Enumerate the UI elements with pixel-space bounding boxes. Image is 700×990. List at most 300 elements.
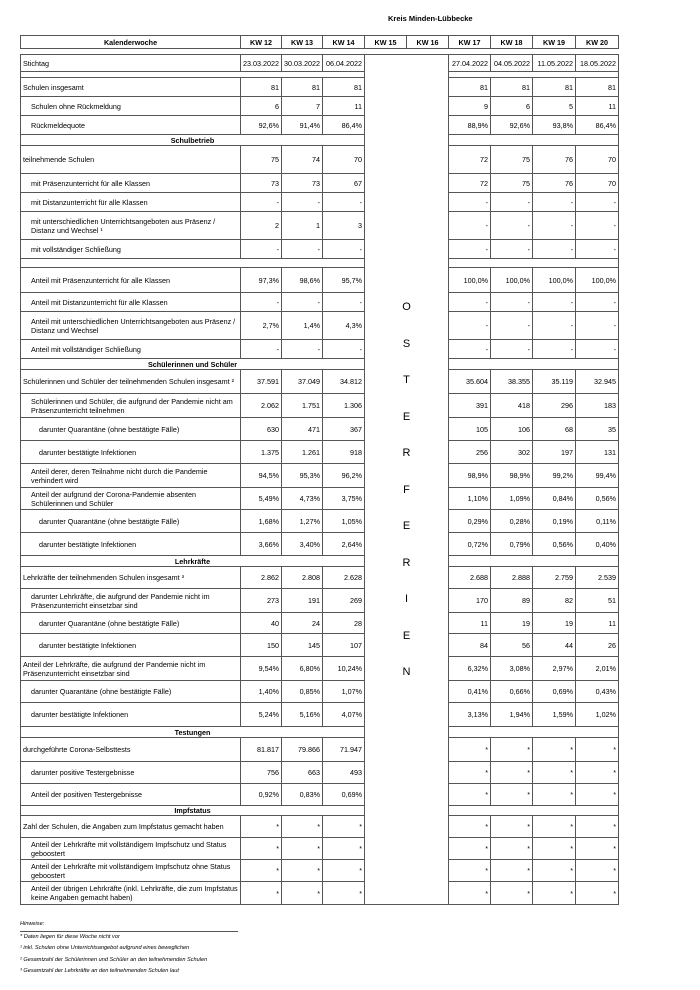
value-cell: 145 — [282, 634, 323, 657]
value-cell: 70 — [576, 174, 619, 193]
row-label: Schülerinnen und Schüler der teilnehmenden Schulen insgesamt ² — [21, 370, 241, 394]
value-cell: 9,54% — [241, 657, 282, 681]
table-row — [21, 78, 619, 97]
value-cell: 06.04.2022 — [323, 55, 365, 72]
value-cell: 2.628 — [323, 567, 365, 589]
value-cell: 0,84% — [533, 488, 576, 510]
value-cell: 367 — [323, 418, 365, 441]
value-cell: 6 — [491, 97, 533, 116]
row-label: mit Distanzunterricht für alle Klassen — [21, 193, 241, 212]
value-cell: 296 — [533, 394, 576, 418]
osterferien-column — [365, 55, 449, 905]
table-row — [21, 657, 619, 681]
table-row — [21, 340, 619, 359]
value-cell: 5,24% — [241, 703, 282, 727]
value-cell: * — [533, 816, 576, 838]
value-cell: - — [491, 293, 533, 312]
value-cell: * — [241, 882, 282, 905]
value-cell: 44 — [533, 634, 576, 657]
gap-cell — [449, 259, 619, 268]
notes-title: Hinweise: — [20, 921, 45, 927]
header-kw16: KW 16 — [407, 36, 449, 49]
value-cell: 72 — [449, 174, 491, 193]
value-cell: 70 — [576, 146, 619, 174]
value-cell: 88,9% — [449, 116, 491, 135]
ferien-letter: E — [402, 410, 411, 423]
value-cell: - — [282, 240, 323, 259]
value-cell: 2.688 — [449, 567, 491, 589]
row-label: Anteil mit Distanzunterricht für alle Klassen — [21, 293, 241, 312]
value-cell: * — [449, 882, 491, 905]
value-cell: 1,07% — [323, 681, 365, 703]
value-cell: 76 — [533, 174, 576, 193]
value-cell: 391 — [449, 394, 491, 418]
footnotes — [20, 919, 238, 978]
value-cell: 630 — [241, 418, 282, 441]
value-cell: - — [241, 340, 282, 359]
table-row — [21, 488, 619, 510]
value-cell: 150 — [241, 634, 282, 657]
value-cell: 68 — [533, 418, 576, 441]
header-kw15: KW 15 — [365, 36, 407, 49]
value-cell: 4,07% — [323, 703, 365, 727]
value-cell: 191 — [282, 589, 323, 613]
row-label: Zahl der Schulen, die Angaben zum Impfstatus gemacht haben — [21, 816, 241, 838]
value-cell: * — [491, 738, 533, 762]
value-cell: 30.03.2022 — [282, 55, 323, 72]
value-cell: 99,4% — [576, 464, 619, 488]
section-row — [21, 806, 619, 816]
value-cell: 4,73% — [282, 488, 323, 510]
value-cell: 0,11% — [576, 510, 619, 533]
value-cell: * — [449, 816, 491, 838]
value-cell: 98,9% — [491, 464, 533, 488]
table-row — [21, 613, 619, 634]
ferien-letter: T — [403, 374, 410, 386]
value-cell: - — [576, 340, 619, 359]
value-cell: - — [282, 193, 323, 212]
value-cell: * — [533, 784, 576, 806]
value-cell: 3 — [323, 212, 365, 240]
value-cell: 2.759 — [533, 567, 576, 589]
value-cell: - — [323, 193, 365, 212]
value-cell: 471 — [282, 418, 323, 441]
table-row — [21, 882, 619, 905]
table-row — [21, 394, 619, 418]
value-cell: 56 — [491, 634, 533, 657]
value-cell: * — [533, 762, 576, 784]
value-cell: 81 — [576, 78, 619, 97]
section-row — [21, 135, 619, 146]
value-cell: 3,40% — [282, 533, 323, 556]
row-label: darunter Quarantäne (ohne bestätigte Fälle) — [21, 681, 241, 703]
value-cell: - — [241, 193, 282, 212]
row-label: Anteil der Lehrkräfte mit vollständigem Impfschutz und Status geboostert — [21, 838, 241, 860]
value-cell: 1,94% — [491, 703, 533, 727]
value-cell: 97,3% — [241, 268, 282, 293]
value-cell: 81 — [449, 78, 491, 97]
table-row — [21, 293, 619, 312]
value-cell: * — [449, 762, 491, 784]
value-cell: - — [576, 193, 619, 212]
table-row — [21, 784, 619, 806]
table-row — [21, 589, 619, 613]
value-cell: 0,83% — [282, 784, 323, 806]
value-cell: * — [323, 860, 365, 882]
gap-row — [21, 259, 619, 268]
section-fill — [449, 806, 619, 816]
value-cell: 2,64% — [323, 533, 365, 556]
value-cell: - — [241, 240, 282, 259]
value-cell: 93,8% — [533, 116, 576, 135]
row-label: darunter Quarantäne (ohne bestätigte Fälle) — [21, 418, 241, 441]
value-cell: 0,29% — [449, 510, 491, 533]
value-cell: 98,9% — [449, 464, 491, 488]
value-cell: - — [449, 193, 491, 212]
value-cell: 2 — [241, 212, 282, 240]
header-kw14: KW 14 — [323, 36, 365, 49]
value-cell: * — [491, 762, 533, 784]
ferien-letter: R — [402, 556, 411, 569]
value-cell: * — [323, 838, 365, 860]
section-row — [21, 556, 619, 567]
value-cell: * — [576, 838, 619, 860]
value-cell: 19 — [533, 613, 576, 634]
value-cell: 756 — [241, 762, 282, 784]
value-cell: 107 — [323, 634, 365, 657]
row-label: durchgeführte Corona-Selbsttests — [21, 738, 241, 762]
table-row — [21, 146, 619, 174]
value-cell: - — [576, 212, 619, 240]
value-cell: * — [533, 838, 576, 860]
value-cell: 95,7% — [323, 268, 365, 293]
value-cell: - — [241, 293, 282, 312]
value-cell: 1,10% — [449, 488, 491, 510]
value-cell: 81 — [323, 78, 365, 97]
value-cell: 6,32% — [449, 657, 491, 681]
value-cell: 2,7% — [241, 312, 282, 340]
value-cell: - — [323, 340, 365, 359]
value-cell: 5,16% — [282, 703, 323, 727]
value-cell: 38.355 — [491, 370, 533, 394]
value-cell: 11.05.2022 — [533, 55, 576, 72]
value-cell: 67 — [323, 174, 365, 193]
value-cell: 1,4% — [282, 312, 323, 340]
section-heading: Impfstatus — [21, 806, 365, 816]
table-row — [21, 703, 619, 727]
value-cell: - — [491, 212, 533, 240]
value-cell: - — [491, 193, 533, 212]
value-cell: 26 — [576, 634, 619, 657]
row-label: darunter Quarantäne (ohne bestätigte Fälle) — [21, 510, 241, 533]
table-row — [21, 533, 619, 556]
row-label: mit Präsenzunterricht für alle Klassen — [21, 174, 241, 193]
table-row — [21, 212, 619, 240]
value-cell: 918 — [323, 441, 365, 464]
value-cell: 74 — [282, 146, 323, 174]
value-cell: - — [282, 293, 323, 312]
ferien-letter: R — [402, 447, 411, 459]
value-cell: 1,05% — [323, 510, 365, 533]
value-cell: 23.03.2022 — [241, 55, 282, 72]
value-cell: 2.808 — [282, 567, 323, 589]
value-cell: 183 — [576, 394, 619, 418]
value-cell: 70 — [323, 146, 365, 174]
value-cell: * — [491, 882, 533, 905]
table-row — [21, 860, 619, 882]
value-cell: 1,68% — [241, 510, 282, 533]
value-cell: - — [533, 340, 576, 359]
value-cell: 2.862 — [241, 567, 282, 589]
value-cell: 1,40% — [241, 681, 282, 703]
value-cell: 6,80% — [282, 657, 323, 681]
header-label: Kalenderwoche — [21, 36, 241, 49]
value-cell: - — [576, 312, 619, 340]
value-cell: 86,4% — [323, 116, 365, 135]
value-cell: 79.866 — [282, 738, 323, 762]
value-cell: * — [491, 838, 533, 860]
value-cell: 3,08% — [491, 657, 533, 681]
section-fill — [449, 727, 619, 738]
section-fill — [449, 556, 619, 567]
value-cell: * — [241, 838, 282, 860]
value-cell: 27.04.2022 — [449, 55, 491, 72]
value-cell: - — [533, 240, 576, 259]
value-cell: 92,6% — [241, 116, 282, 135]
value-cell: 2.062 — [241, 394, 282, 418]
value-cell: 75 — [491, 174, 533, 193]
value-cell: 0,69% — [533, 681, 576, 703]
value-cell: 81 — [533, 78, 576, 97]
row-label: Rückmeldequote — [21, 116, 241, 135]
table-row — [21, 762, 619, 784]
value-cell: 269 — [323, 589, 365, 613]
ferien-letter: F — [403, 483, 410, 496]
row-label: Anteil mit Präsenzunterricht für alle Klassen — [21, 268, 241, 293]
table-row — [21, 193, 619, 212]
gap-cell — [21, 259, 365, 268]
value-cell: 72 — [449, 146, 491, 174]
value-cell: 76 — [533, 146, 576, 174]
section-heading: Testungen — [21, 727, 365, 738]
value-cell: 71.947 — [323, 738, 365, 762]
value-cell: 51 — [576, 589, 619, 613]
value-cell: 100,0% — [576, 268, 619, 293]
row-label: Anteil mit vollständiger Schließung — [21, 340, 241, 359]
value-cell: 0,79% — [491, 533, 533, 556]
table-row — [21, 738, 619, 762]
value-cell: 3,13% — [449, 703, 491, 727]
value-cell: 99,2% — [533, 464, 576, 488]
value-cell: * — [282, 860, 323, 882]
value-cell: 34.812 — [323, 370, 365, 394]
value-cell: 81 — [491, 78, 533, 97]
value-cell: 11 — [323, 97, 365, 116]
value-cell: 91,4% — [282, 116, 323, 135]
value-cell: 18.05.2022 — [576, 55, 619, 72]
value-cell: 32.945 — [576, 370, 619, 394]
value-cell: 11 — [449, 613, 491, 634]
table-row — [21, 464, 619, 488]
ferien-letter: E — [402, 520, 411, 532]
value-cell: * — [533, 882, 576, 905]
value-cell: - — [449, 212, 491, 240]
value-cell: 81 — [282, 78, 323, 97]
row-label: Stichtag — [21, 55, 241, 72]
value-cell: 35.604 — [449, 370, 491, 394]
value-cell: * — [282, 882, 323, 905]
header-kw19: KW 19 — [533, 36, 576, 49]
row-label: Schülerinnen und Schüler, die aufgrund der Pandemie nicht am Präsenzunterricht teilnehmen — [21, 394, 241, 418]
table-row — [21, 312, 619, 340]
header-kw18: KW 18 — [491, 36, 533, 49]
table-row — [21, 116, 619, 135]
value-cell: 94,5% — [241, 464, 282, 488]
row-label: darunter Quarantäne (ohne bestätigte Fälle) — [21, 613, 241, 634]
note-3: ² Gesamtzahl der Schülerinnen und Schüler an den teilnehmenden Schulen — [20, 956, 208, 963]
value-cell: 302 — [491, 441, 533, 464]
region-title: Kreis Minden-Lübbecke — [388, 14, 473, 23]
table-row — [21, 510, 619, 533]
value-cell: 1 — [282, 212, 323, 240]
value-cell: 75 — [241, 146, 282, 174]
value-cell: * — [576, 784, 619, 806]
row-label: darunter bestätigte Infektionen — [21, 634, 241, 657]
row-label: Anteil mit unterschiedlichen Unterrichtsangeboten aus Präsenz / Distanz und Wechsel — [21, 312, 241, 340]
value-cell: 106 — [491, 418, 533, 441]
value-cell: 0,92% — [241, 784, 282, 806]
value-cell: - — [533, 312, 576, 340]
row-label: Anteil derer, deren Teilnahme nicht durch die Pandemie verhindert wird — [21, 464, 241, 488]
value-cell: 418 — [491, 394, 533, 418]
value-cell: - — [491, 340, 533, 359]
value-cell: * — [576, 762, 619, 784]
value-cell: * — [491, 860, 533, 882]
section-fill — [449, 135, 619, 146]
row-label: darunter bestätigte Infektionen — [21, 533, 241, 556]
section-row — [21, 727, 619, 738]
header-row — [21, 36, 619, 49]
row-label: darunter positive Testergebnisse — [21, 762, 241, 784]
row-label: Anteil der übrigen Lehrkräfte (inkl. Lehrkräfte, die zum Impfstatus keine Angaben gemacht haben) — [21, 882, 241, 905]
value-cell: 89 — [491, 589, 533, 613]
value-cell: 73 — [282, 174, 323, 193]
table-row — [21, 240, 619, 259]
value-cell: - — [533, 293, 576, 312]
value-cell: - — [282, 340, 323, 359]
row-label: mit unterschiedlichen Unterrichtsangeboten aus Präsenz / Distanz und Wechsel ¹ — [21, 212, 241, 240]
value-cell: 37.049 — [282, 370, 323, 394]
value-cell: 1,02% — [576, 703, 619, 727]
value-cell: 28 — [323, 613, 365, 634]
value-cell: 5,49% — [241, 488, 282, 510]
value-cell: 84 — [449, 634, 491, 657]
value-cell: 73 — [241, 174, 282, 193]
value-cell: 0,85% — [282, 681, 323, 703]
row-label: teilnehmende Schulen — [21, 146, 241, 174]
value-cell: 100,0% — [491, 268, 533, 293]
value-cell: - — [449, 312, 491, 340]
value-cell: 663 — [282, 762, 323, 784]
row-label: Anteil der aufgrund der Corona-Pandemie absenten Schülerinnen und Schüler — [21, 488, 241, 510]
value-cell: * — [576, 738, 619, 762]
section-heading: Lehrkräfte — [21, 556, 365, 567]
note-2: ¹ inkl. Schulen ohne Unterrichtsangebot aufgrund eines beweglichen — [20, 945, 190, 951]
value-cell: - — [449, 340, 491, 359]
value-cell: * — [533, 738, 576, 762]
value-cell: * — [282, 816, 323, 838]
value-cell: 35.119 — [533, 370, 576, 394]
table-row — [21, 268, 619, 293]
ferien-letter: N — [402, 666, 411, 678]
value-cell: 81 — [241, 78, 282, 97]
value-cell: - — [491, 240, 533, 259]
value-cell: 81.817 — [241, 738, 282, 762]
value-cell: 9 — [449, 97, 491, 116]
section-heading: Schülerinnen und Schüler — [21, 359, 365, 370]
value-cell: 11 — [576, 97, 619, 116]
value-cell: 82 — [533, 589, 576, 613]
value-cell: 3,66% — [241, 533, 282, 556]
header-kw17: KW 17 — [449, 36, 491, 49]
table-row — [21, 441, 619, 464]
table-row — [21, 567, 619, 589]
value-cell: 19 — [491, 613, 533, 634]
row-label: darunter Lehrkräfte, die aufgrund der Pandemie nicht im Präsenzunterricht einsetzbar sind — [21, 589, 241, 613]
section-fill — [449, 359, 619, 370]
value-cell: 11 — [576, 613, 619, 634]
value-cell: - — [533, 193, 576, 212]
row-label: Anteil der positiven Testergebnisse — [21, 784, 241, 806]
value-cell: 0,28% — [491, 510, 533, 533]
value-cell: 1,09% — [491, 488, 533, 510]
value-cell: - — [576, 240, 619, 259]
value-cell: 0,41% — [449, 681, 491, 703]
value-cell: - — [323, 240, 365, 259]
value-cell: 40 — [241, 613, 282, 634]
table-row — [21, 97, 619, 116]
value-cell: 86,4% — [576, 116, 619, 135]
value-cell: * — [491, 816, 533, 838]
value-cell: 1.375 — [241, 441, 282, 464]
value-cell: 2,97% — [533, 657, 576, 681]
value-cell: * — [576, 816, 619, 838]
value-cell: 0,19% — [533, 510, 576, 533]
value-cell: * — [449, 784, 491, 806]
row-label: mit vollständiger Schließung — [21, 240, 241, 259]
value-cell: 3,75% — [323, 488, 365, 510]
value-cell: 100,0% — [533, 268, 576, 293]
value-cell: * — [449, 838, 491, 860]
value-cell: 7 — [282, 97, 323, 116]
value-cell: 37.591 — [241, 370, 282, 394]
row-label: Lehrkräfte der teilnehmenden Schulen insgesamt ³ — [21, 567, 241, 589]
row-label: Schulen insgesamt — [21, 78, 241, 97]
value-cell: 35 — [576, 418, 619, 441]
value-cell: 493 — [323, 762, 365, 784]
value-cell: - — [491, 312, 533, 340]
value-cell: 170 — [449, 589, 491, 613]
value-cell: 0,40% — [576, 533, 619, 556]
value-cell: * — [533, 860, 576, 882]
value-cell: * — [323, 882, 365, 905]
ferien-letter: E — [402, 629, 411, 642]
value-cell: 2,01% — [576, 657, 619, 681]
value-cell: - — [449, 240, 491, 259]
section-row — [21, 359, 619, 370]
value-cell: 1,27% — [282, 510, 323, 533]
value-cell: 2.888 — [491, 567, 533, 589]
